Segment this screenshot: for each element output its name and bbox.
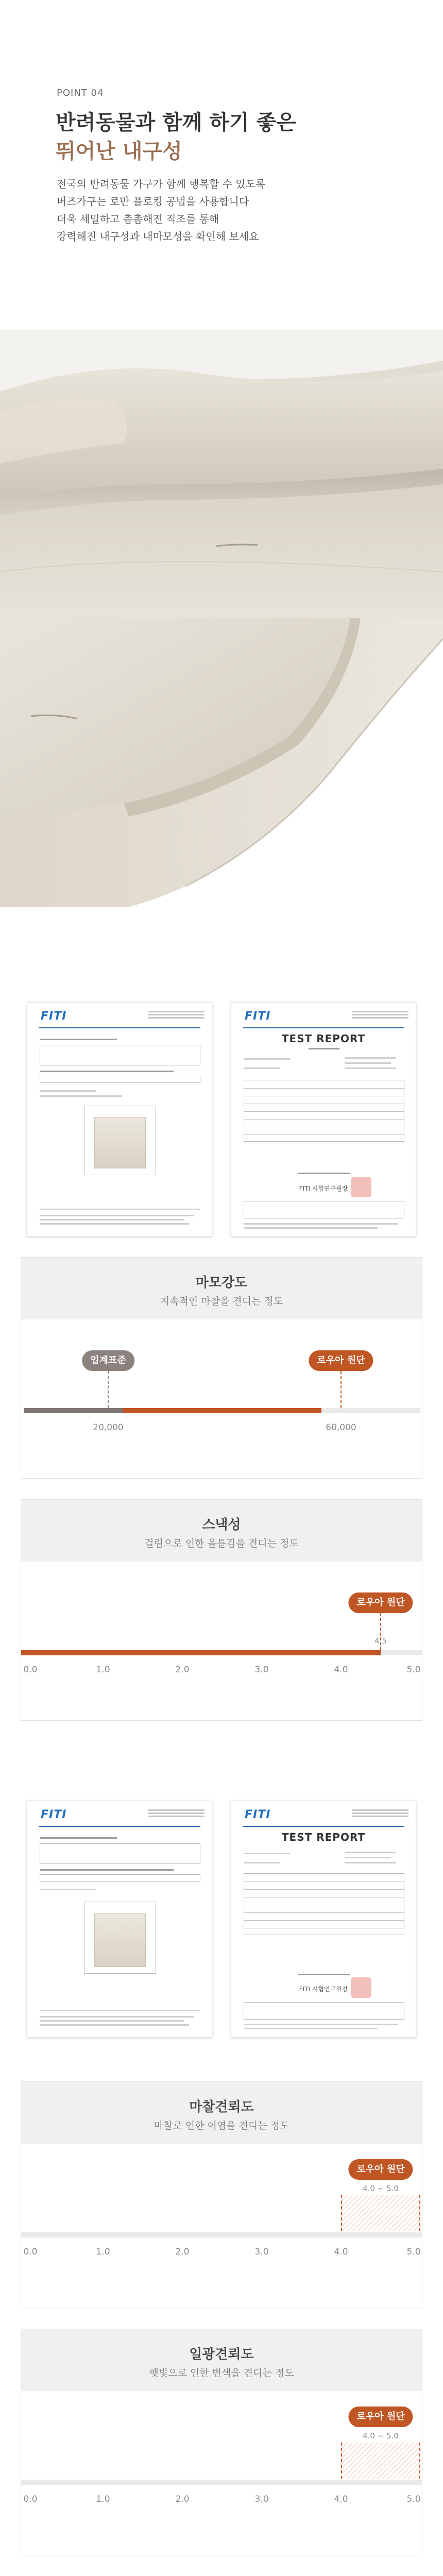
abrasion-chart [21,1319,422,1478]
axis-tick-label: 1.0 [96,2247,110,2257]
pilling-chart [21,1562,422,1720]
panel-title: 스낵성 [202,1517,241,1533]
point-label: POINT 04 [57,88,104,98]
description-line: 전국의 반려동물 가구가 함께 행복할 수 있도록 [57,178,266,190]
test-report-page [231,1801,416,2038]
text-line [40,2020,184,2022]
text-line [345,1057,396,1059]
standard-guide-line [108,1371,109,1408]
axis-tick-label: 0.0 [23,2494,38,2504]
description-line: 강력해진 내구성과 내마모성을 확인해 보세요 [57,230,259,243]
text-line [244,1853,290,1854]
headline [56,108,296,166]
panel-subtitle: 걸림으로 인한 올튿김을 견디는 정도 [144,1538,299,1549]
axis-tick-label: 0.0 [23,1665,38,1675]
result-table [40,1045,200,1065]
panel-subtitle: 지속적인 마찰을 견디는 정도 [160,1296,283,1307]
text-line [244,2028,378,2029]
fabric-sample-image [94,1117,146,1168]
panel-subtitle: 마찰로 인한 이염을 견디는 정도 [154,2120,289,2131]
sample-info-table [244,1873,404,1935]
text-line [345,1852,396,1853]
test-report-page [231,1002,416,1236]
text-line [40,1837,117,1839]
standard-value-label: 20,000 [93,1422,124,1433]
header-rule [243,1027,404,1028]
sample-info-table [244,1080,404,1142]
certificate-row-1 [0,907,443,1247]
standard-label-pill: 업계표준 [82,1350,134,1371]
text-line [40,1223,189,1225]
panel-header [21,2082,422,2144]
text-line [40,2010,200,2011]
official-stamp [351,1177,371,1197]
text-line [40,2024,189,2026]
light-chart [21,2391,422,2555]
official-stamp [351,1977,371,1998]
panel-subtitle: 햇빛으로 인한 변색을 견디는 정도 [149,2367,294,2379]
text-line [345,1862,396,1863]
axis-tick-label: 1.0 [96,1665,110,1675]
text-line [244,1067,280,1069]
axis-tick-label: 3.0 [254,2494,269,2504]
text-line [40,2016,194,2018]
description-line: 버즈가구는 로만 플로킹 공법을 사용합니다 [57,195,249,208]
text-line [40,1090,96,1092]
test-certificate-page [27,1002,212,1236]
axis-tick-label: 4.0 [334,2494,348,2504]
product-label-pill: 로우아 원단 [348,1592,413,1613]
sofa-photo-bottom [0,618,443,907]
sofa-photo-top [0,330,443,618]
product-label-pill: 로우아 원단 [348,2406,413,2427]
text-line [40,1869,174,1871]
fiti-logo: FITI [245,1010,271,1023]
product-label-pill: 로우아 원단 [309,1350,373,1371]
product-guide-line [340,1371,342,1408]
headline-line-2: 뛰어난 내구성 [56,140,182,163]
intro-section [0,0,443,330]
axis-tick-label: 2.0 [175,2247,190,2257]
product-bar [123,1408,321,1413]
result-table [40,1843,200,1864]
pilling-panel [21,1499,422,1721]
axis-tick-label: 3.0 [254,2247,269,2257]
text-line [298,1974,350,1975]
sofa-armrest-image [0,618,443,907]
headline-line-1: 반려동물과 함께 하기 좋은 [56,111,296,134]
standard-bar [24,1408,123,1413]
test-certificate-page [27,1801,212,2038]
panel-header [21,1500,422,1562]
header-rule [39,1027,200,1028]
axis-tick-label: 4.0 [334,2247,348,2257]
text-line [309,1048,339,1049]
report-title: TEST REPORT [281,1032,366,1045]
range-value-label: 4.0 ~ 5.0 [363,2184,399,2193]
axis-tick-label: 2.0 [175,2494,190,2504]
axis-tick-label: 4.0 [334,1665,348,1675]
panel-header [21,2329,422,2391]
text-line [40,1889,96,1890]
certificate-row-2 [0,1741,443,2061]
result-table [40,1874,200,1882]
axis-tick-label: 3.0 [254,1665,269,1675]
axis-tick-label: 2.0 [175,1665,190,1675]
text-line [298,1173,350,1174]
fiti-logo: FITI [41,1010,67,1023]
light-fastness-panel [21,2329,422,2555]
text-line [40,1215,194,1216]
axis-tick-label: 1.0 [96,2494,110,2504]
rubbing-chart [21,2144,422,2308]
axis-tick-label: 5.0 [406,1665,421,1675]
fiti-logo: FITI [245,1808,271,1821]
scale-track [21,2232,422,2238]
text-line [40,1209,200,1210]
panel-header [21,1258,422,1319]
axis-tick-label: 5.0 [406,2247,421,2257]
text-line [40,1039,117,1040]
notice-box [244,1201,404,1218]
logo-caption [352,1809,408,1817]
panel-title: 마모강도 [195,1275,248,1291]
product-value-label: 60,000 [326,1422,356,1433]
scale-track [21,2480,422,2485]
text-line [345,1857,391,1858]
institute-name: FITI 시험연구원장 [299,1986,348,1993]
fiti-logo: FITI [41,1808,67,1821]
product-bar [21,1650,381,1655]
text-line [345,1067,396,1069]
range-band [341,2195,420,2231]
text-line [244,1227,378,1229]
product-label-pill: 로우아 원단 [348,2159,413,2180]
logo-caption [148,1011,205,1018]
text-line [244,1058,290,1060]
axis-tick-label: 0.0 [23,2247,38,2257]
range-band [341,2443,420,2479]
result-table [40,1076,200,1083]
panel-title: 일광견뢰도 [189,2347,254,2362]
text-line [244,1862,280,1863]
value-label: 4.5 [374,1636,387,1646]
logo-caption [148,1809,205,1817]
rubbing-fastness-panel [21,2081,422,2308]
header-rule [243,1826,404,1827]
header-rule [39,1826,200,1827]
abrasion-panel [21,1257,422,1479]
logo-caption [352,1011,408,1018]
text-line [244,2024,398,2025]
text-line [345,1062,391,1064]
description-line: 더욱 세밀하고 촘촘해진 직조를 통해 [57,213,219,225]
text-line [40,1095,122,1097]
institute-name: FITI 시험연구원장 [299,1185,348,1192]
sofa-cushion-image [0,330,443,618]
intro-description [57,175,386,245]
panel-title: 마찰견뢰도 [189,2099,254,2115]
text-line [40,1071,174,1072]
text-line [244,1223,398,1225]
report-title: TEST REPORT [281,1831,366,1843]
notice-box [244,2002,404,2020]
range-value-label: 4.0 ~ 5.0 [363,2431,399,2441]
axis-tick-label: 5.0 [406,2494,421,2504]
fabric-sample-image [94,1913,146,1967]
text-line [40,1219,184,1221]
